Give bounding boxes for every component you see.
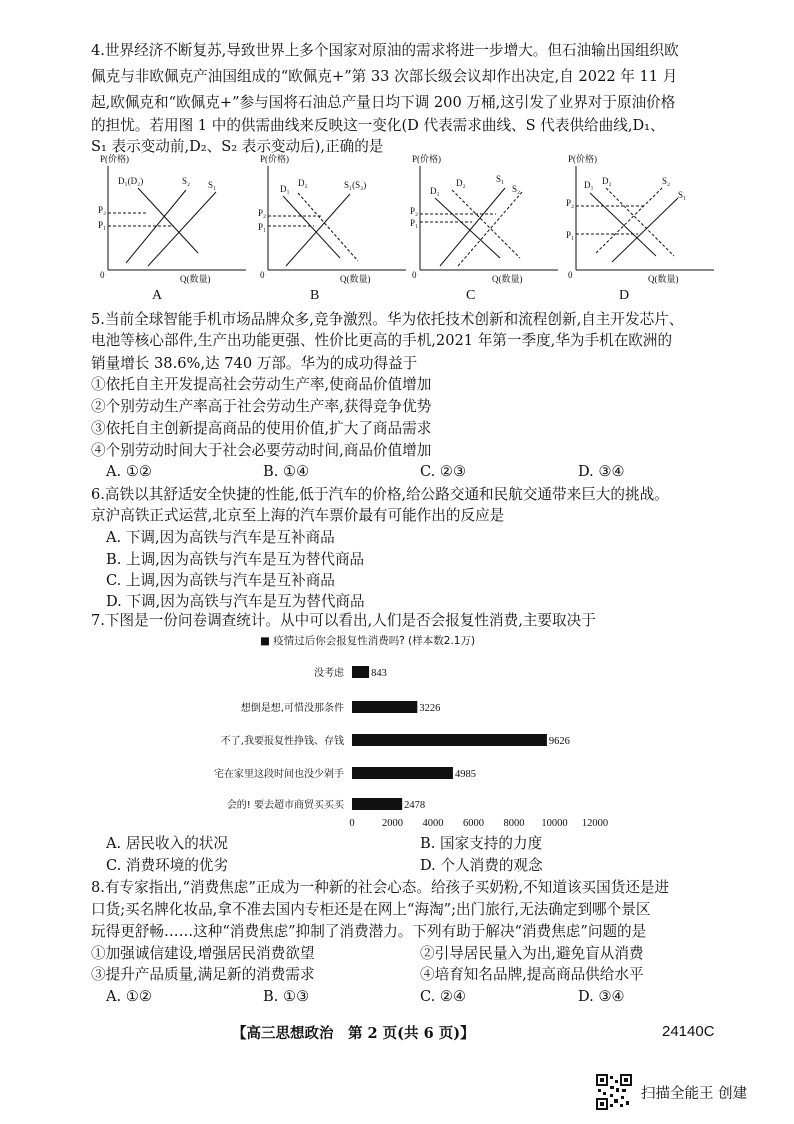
page-footer: 【高三思想政治 第 2 页(共 6 页)】 — [232, 1025, 475, 1042]
bar — [352, 734, 547, 746]
graph-c-q-axis: Q(数量) — [492, 274, 523, 284]
graph-a-label-d: D₁(D₂) — [118, 176, 144, 186]
bar-value-label: 9626 — [548, 736, 570, 747]
graph-b-letter: B — [310, 288, 320, 303]
q4-line-3: 起,欧佩克和“欧佩克+”参与国将石油总产量日均下调 200 万桶,这引发了业界对于原油价格 — [91, 94, 676, 111]
q8-option-d: D. ③④ — [578, 988, 625, 1005]
graph-c-d2 — [452, 190, 520, 258]
graph-d-d1 — [590, 193, 656, 256]
graph-b — [258, 154, 408, 292]
bar-value-label: 3226 — [419, 703, 441, 714]
bar-category-label: 没考虑 — [314, 668, 344, 679]
q6-line-1: 6.高铁以其舒适安全快捷的性能,低于汽车的价格,给公路交通和民航交通带来巨大的挑战。 — [91, 486, 669, 503]
q8-item-4: ④培育知名品牌,提高商品供给水平 — [420, 966, 644, 983]
graph-d-label-d1: D₁ — [584, 180, 594, 190]
graph-c-label-p2: P₂ — [410, 206, 419, 216]
graph-d-label-d2: D₂ — [602, 176, 612, 186]
graph-c-label-p1: P₁ — [410, 218, 419, 228]
x-tick-label: 2000 — [382, 818, 403, 829]
chart-title: ■ 疫情过后你会报复性消费吗? (样本数2.1万) — [260, 635, 476, 647]
graph-b-s — [286, 194, 350, 266]
graph-b-label-d2: D₂ — [298, 178, 308, 188]
q4-line-5: S₁ 表示变动前,D₂、S₂ 表示变动后),正确的是 — [91, 138, 384, 155]
graph-d-letter: D — [619, 288, 630, 303]
graph-c-label-s2: S₂ — [512, 184, 521, 194]
q5-item-4: ④个别劳动时间大于社会必要劳动时间,商品价值增加 — [91, 442, 432, 459]
graph-c-label-d2: D₂ — [456, 178, 466, 188]
q4-line-4: 的担忧。若用图 1 中的供需曲线来反映这一变化(D 代表需求曲线、S 代表供给曲线,D₁、 — [91, 117, 665, 134]
graph-d-d2 — [606, 188, 674, 256]
graph-c-origin: 0 — [412, 270, 417, 280]
x-tick-label: 12000 — [581, 818, 609, 829]
graph-d-label-s2: S₂ — [662, 176, 671, 186]
q5-option-a: A. ①② — [106, 463, 152, 480]
q6-option-c: C. 上调,因为高铁与汽车是互补商品 — [106, 572, 335, 589]
graph-a-p-axis: P(价格) — [100, 154, 129, 164]
graph-c — [410, 154, 560, 292]
bar-category-label: 不了,我要报复性挣钱、存钱 — [220, 736, 344, 747]
graph-b-label-d1: D₁ — [280, 184, 290, 194]
q7-line: 7.下图是一份问卷调查统计。从中可以看出,人们是否会报复性消费,主要取决于 — [91, 612, 596, 629]
x-tick-label: 4000 — [422, 818, 444, 829]
graph-d-label-p1: P₁ — [566, 230, 575, 240]
q5-option-c: C. ②③ — [420, 463, 467, 480]
graph-b-label-p2: P₂ — [258, 208, 267, 218]
bar — [352, 767, 453, 779]
graph-d-svg — [566, 154, 716, 288]
graph-a-label-p1: P₁ — [98, 220, 107, 230]
scanner-watermark: 扫描全能王 创建 — [641, 1086, 748, 1102]
graph-b-label-s: S₁(S₂) — [344, 180, 367, 190]
graph-d — [566, 154, 716, 292]
graph-c-s2 — [458, 192, 522, 266]
survey-bar-chart-svg — [200, 632, 620, 832]
bar-category-label: 会的! 要去超市商贸买买买 — [226, 800, 344, 811]
q8-option-c: C. ②④ — [420, 988, 467, 1005]
q7-option-d: D. 个人消费的观念 — [420, 857, 543, 874]
exam-code: 24140C — [662, 1023, 715, 1040]
q4-line-1: 4.世界经济不断复苏,导致世界上多个国家对原油的需求将进一步增大。但石油输出国组织欧 — [91, 42, 679, 59]
graph-b-origin: 0 — [260, 270, 265, 280]
graph-a-letter: A — [152, 288, 163, 303]
graph-a-s1 — [148, 192, 216, 266]
graph-a-svg — [98, 154, 248, 288]
graph-b-svg — [258, 154, 408, 288]
graph-c-label-d1: D₁ — [430, 186, 440, 196]
q7-option-a: A. 居民收入的状况 — [106, 835, 228, 852]
graph-c-d1 — [435, 198, 500, 258]
graph-a-q-axis: Q(数量) — [180, 274, 211, 284]
q4-line-2: 佩克与非欧佩克产油国组成的“欧佩克+”第 33 次部长级会议却作出决定,自 2022 年 11 月 — [91, 68, 678, 85]
x-tick-label: 0 — [349, 818, 355, 829]
graph-b-p-axis: P(价格) — [260, 154, 289, 164]
q6-line-2: 京沪高铁正式运营,北京至上海的汽车票价最有可能作出的反应是 — [91, 507, 505, 524]
graph-d-s1 — [612, 198, 678, 262]
q5-option-b: B. ①④ — [263, 463, 310, 480]
q7-option-b: B. 国家支持的力度 — [420, 835, 543, 852]
q5-item-2: ②个别劳动生产率高于社会劳动生产率,获得竞争优势 — [91, 398, 432, 415]
bar-value-label: 2478 — [404, 800, 426, 811]
graph-b-label-p1: P₁ — [258, 222, 267, 232]
q8-item-3: ③提升产品质量,满足新的消费需求 — [91, 966, 315, 983]
bar-category-label: 想倒是想,可惜没那条件 — [240, 703, 344, 714]
graph-d-q-axis: Q(数量) — [648, 274, 679, 284]
graph-d-origin: 0 — [568, 270, 573, 280]
bar — [352, 666, 369, 678]
graph-a-d1 — [138, 188, 198, 253]
qr-code-icon — [596, 1074, 632, 1110]
graph-b-d2 — [298, 193, 358, 261]
graph-a-label-p2: P₂ — [98, 205, 107, 215]
x-tick-label: 8000 — [503, 818, 525, 829]
bar-value-label: 843 — [371, 668, 387, 679]
q8-line-3: 玩得更舒畅……这种“消费焦虑”抑制了消费潜力。下列有助于解决“消费焦虑”问题的是 — [91, 923, 647, 940]
q7-option-c: C. 消费环境的优劣 — [106, 857, 229, 874]
graph-d-p-axis: P(价格) — [568, 154, 597, 164]
graph-d-label-s1: S₁ — [678, 190, 687, 200]
q5-line-2: 电池等核心部件,生产出功能更强、性价比更高的手机,2021 年第一季度,华为手机在欧洲的 — [91, 332, 673, 349]
x-tick-label: 10000 — [541, 818, 568, 829]
q5-line-1: 5.当前全球智能手机市场品牌众多,竞争激烈。华为依托技术创新和流程创新,自主开发芯片、 — [91, 311, 684, 328]
graph-d-label-p2: P₂ — [566, 198, 575, 208]
q8-option-a: A. ①② — [106, 988, 152, 1005]
graph-a-label-s2: S₂ — [182, 176, 191, 186]
graph-c-svg — [410, 154, 560, 288]
graph-a-label-s1: S₁ — [208, 180, 217, 190]
bar-value-label: 4985 — [454, 769, 476, 780]
q6-option-a: A. 下调,因为高铁与汽车是互补商品 — [106, 529, 335, 546]
q5-item-1: ①依托自主开发提高社会劳动生产率,使商品价值增加 — [91, 376, 432, 393]
graph-a-origin: 0 — [100, 270, 105, 280]
graph-a — [98, 154, 248, 292]
q5-line-3: 销量增长 38.6%,达 740 万部。华为的成功得益于 — [91, 355, 418, 372]
graph-c-letter: C — [466, 288, 476, 303]
q8-line-2: 口货;买名牌化妆品,拿不准去国内专柜还是在网上“海淘”;出门旅行,无法确定到哪个景区 — [91, 901, 651, 918]
bar-category-label: 宅在家里这段时间也没少剁手 — [214, 769, 344, 780]
graph-c-label-s1: S₁ — [496, 174, 505, 184]
q6-option-b: B. 上调,因为高铁与汽车是互为替代商品 — [106, 551, 365, 568]
bar — [352, 701, 417, 713]
x-tick-label: 6000 — [463, 818, 484, 829]
q8-option-b: B. ①③ — [263, 988, 310, 1005]
graph-b-q-axis: Q(数量) — [340, 274, 371, 284]
survey-chart — [200, 632, 620, 832]
graph-c-p-axis: P(价格) — [412, 154, 441, 164]
bar — [352, 798, 402, 810]
graph-d-s2 — [596, 188, 662, 253]
graph-b-d1 — [283, 196, 340, 258]
q6-option-d: D. 下调,因为高铁与汽车是互为替代商品 — [106, 593, 365, 610]
q8-item-1: ①加强诚信建设,增强居民消费欲望 — [91, 945, 315, 962]
q5-item-3: ③依托自主创新提高商品的使用价值,扩大了商品需求 — [91, 420, 432, 437]
q8-item-2: ②引导居民量入为出,避免盲从消费 — [420, 945, 644, 962]
q8-line-1: 8.有专家指出,“消费焦虑”正成为一种新的社会心态。给孩子买奶粉,不知道该买国货还是进 — [91, 879, 670, 896]
q5-option-d: D. ③④ — [578, 463, 625, 480]
graph-c-s1 — [440, 188, 505, 266]
